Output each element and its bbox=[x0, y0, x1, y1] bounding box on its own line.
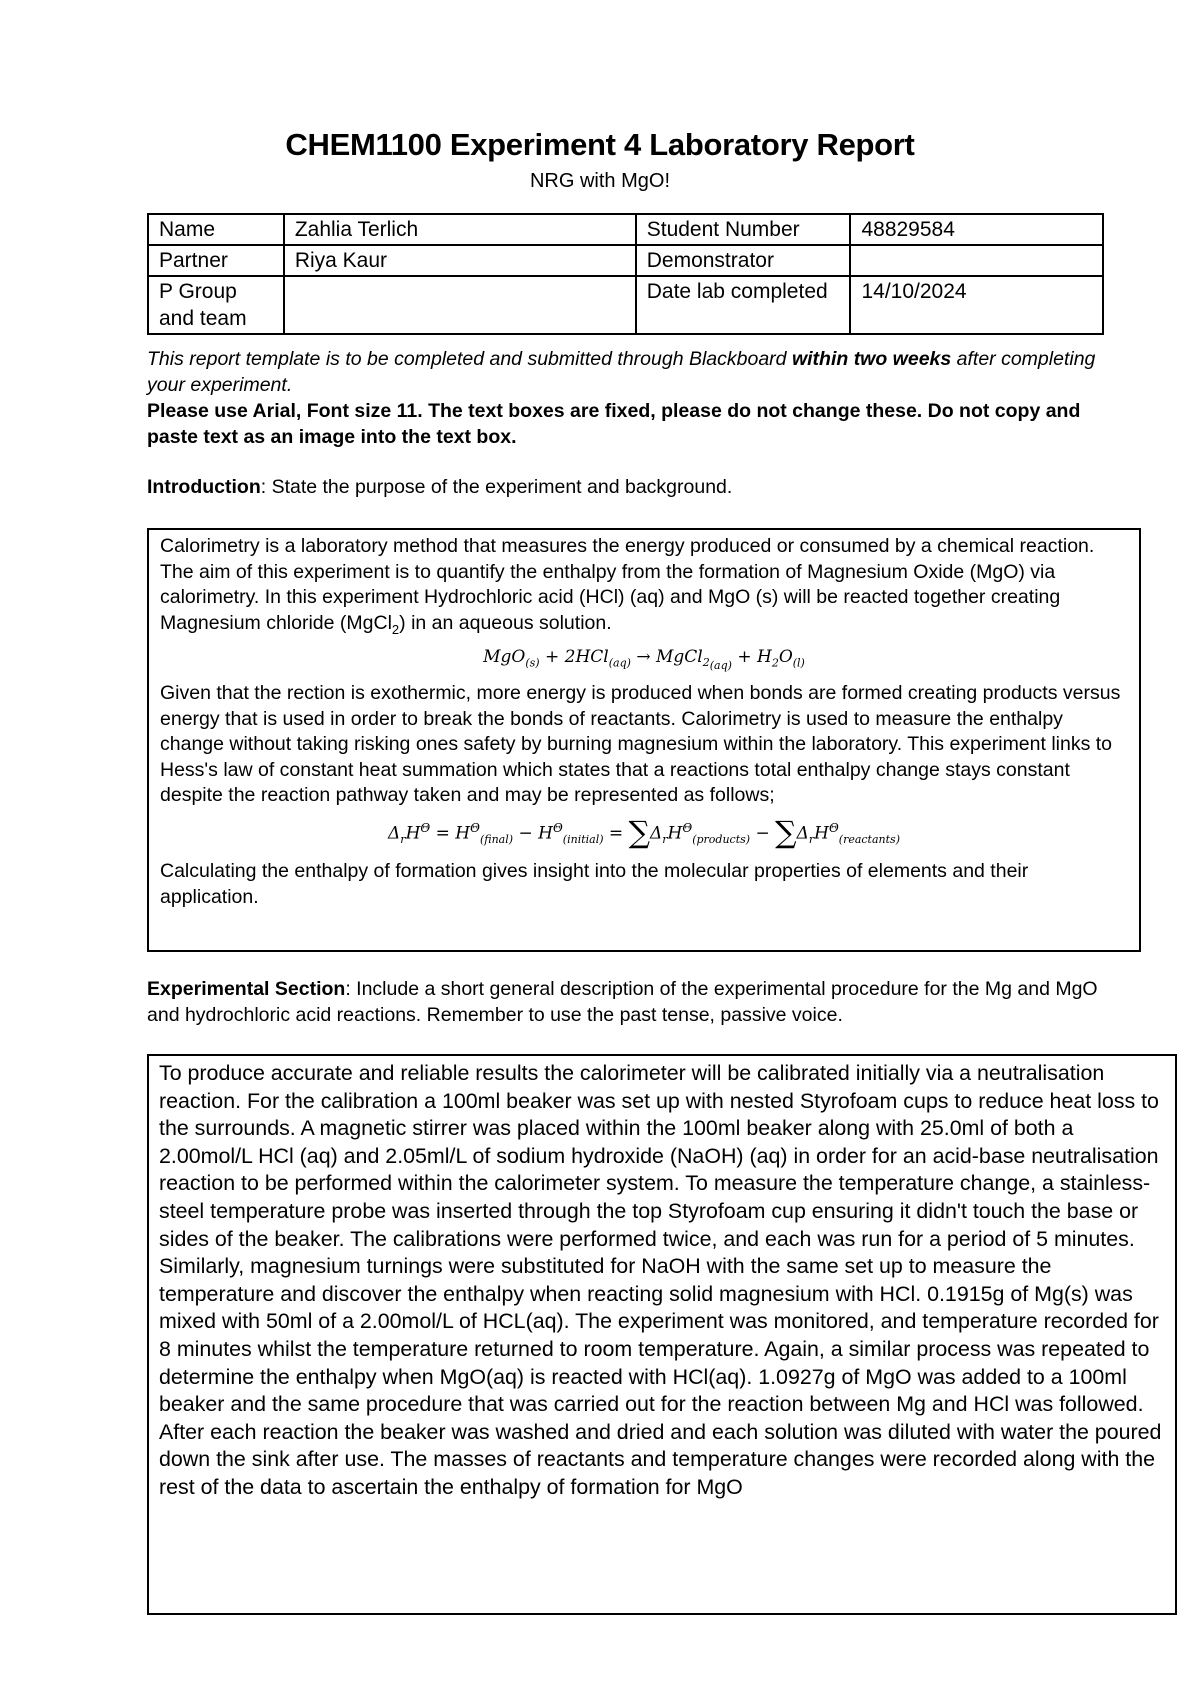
instructions bbox=[147, 346, 1127, 450]
introduction-para-3: Calculating the enthalpy of formation gives insight into the molecular properties of elements and their application. bbox=[160, 860, 1029, 908]
table-row bbox=[148, 276, 1103, 334]
date-label: Date lab completed bbox=[636, 276, 851, 334]
eq-h: + H bbox=[731, 646, 772, 667]
h-2: H bbox=[667, 823, 683, 844]
submission-note-text: This report template is to be completed and submitted through Blackboard bbox=[147, 348, 792, 370]
products-sub: (products) bbox=[692, 833, 751, 847]
eq-o: O bbox=[778, 646, 793, 667]
partner-label: Partner bbox=[148, 245, 284, 276]
name-label: Name bbox=[148, 214, 284, 245]
eq-mgo: MgO bbox=[483, 646, 526, 667]
eq-two: 2 bbox=[702, 656, 710, 670]
submission-deadline: within two weeks bbox=[791, 348, 952, 370]
reaction-equation bbox=[160, 642, 1128, 682]
table-row bbox=[148, 214, 1103, 245]
r-sub-3: r bbox=[808, 833, 815, 847]
delta-2: Δ bbox=[650, 823, 663, 844]
theta-3: Θ bbox=[552, 820, 563, 835]
demonstrator-label: Demonstrator bbox=[636, 245, 851, 276]
h-1: H bbox=[405, 823, 421, 844]
final-sub: (final) bbox=[479, 833, 514, 847]
date-value: 14/10/2024 bbox=[850, 276, 1103, 334]
eq-final-h: = H bbox=[430, 823, 471, 844]
eq-aq1: (aq) bbox=[608, 656, 631, 670]
delta-1: Δ bbox=[388, 823, 401, 844]
experimental-textbox[interactable] bbox=[147, 1054, 1177, 1615]
eq-equals: = bbox=[603, 823, 629, 844]
hess-law-equation bbox=[160, 809, 1128, 859]
experimental-body: To produce accurate and reliable results the calorimeter will be calibrated initially via a neutralisation reaction. For the calibration a 100ml beaker was set up with nested Styrofoam cups to reduce heat loss to the surrounds. A magnetic stirrer was placed within the 100ml beaker along with 25.0ml of both a 2.00mol/L HCl (aq) and 2.05ml/L of sodium hydroxide (NaOH) (aq) in order for an acid-base neutralisation reaction to be performed within the calorimeter system. To measure the temperature change, a stainless-steel temperature probe was inserted through the top Styrofoam cup ensuring it didn't touch the base or sides of the beaker. The calibrations were performed twice, and each was run for a period of 5 minutes. Similarly, magnesium turnings were substituted for NaOH with the same set up to measure the temperature and discover the enthalpy when reacting solid magnesium with HCl. 0.1915g of Mg(s) was mixed with 50ml of a 2.00mol/L of HCL(aq). The experiment was monitored, and temperature recorded for 8 minutes whilst the temperature returned to room temperature. Again, a similar process was repeated to determine the enthalpy when MgO(aq) is reacted with HCl(aq). 1.0927g of MgO was added to a 100ml beaker and the same procedure that was carried out for the reaction between Mg and HCl was followed. After each reaction the beaker was washed and dried and each solution was diluted with water the poured down the sink after use. The masses of reactants and temperature changes were recorded along with the rest of the data to ascertain the enthalpy of formation for MgO bbox=[159, 1061, 1162, 1499]
table-row bbox=[148, 245, 1103, 276]
eq-hcl: + 2HCl bbox=[539, 646, 609, 667]
group-value bbox=[284, 276, 636, 334]
intro-text-1-end: ) in an aqueous solution. bbox=[399, 611, 612, 634]
intro-subscript: 2 bbox=[391, 621, 400, 637]
intro-text-1: Calorimetry is a laboratory method that measures the energy produced or consumed by a chemical reaction. The aim of this experiment is to quantify the enthalpy from the formation of Magnesium Oxide (MgO) via calorimetry. In this experiment Hydrochloric acid (HCl) (aq) and MgO (s) will be reacted together creating Magnesium chloride (MgCl bbox=[160, 535, 1095, 634]
initial-sub: (initial) bbox=[562, 833, 604, 847]
introduction-heading bbox=[147, 474, 1127, 500]
introduction-textbox[interactable] bbox=[147, 528, 1141, 952]
submission-note-end: after completing your experiment. bbox=[147, 348, 1096, 396]
r-sub-2: r bbox=[662, 833, 668, 847]
student-number-value: 48829584 bbox=[850, 214, 1103, 245]
eq-minus: − bbox=[750, 823, 776, 844]
reactants-sub: (reactants) bbox=[838, 833, 900, 847]
student-number-label: Student Number bbox=[636, 214, 851, 245]
theta-5: Θ bbox=[828, 820, 839, 835]
group-label: P Group and team bbox=[148, 276, 284, 334]
delta-3: Δ bbox=[796, 823, 809, 844]
demonstrator-value bbox=[850, 245, 1103, 276]
eq-aq2: (aq) bbox=[709, 659, 732, 673]
experimental-label: Experimental Section bbox=[147, 978, 346, 1000]
format-note: Please use Arial, Font size 11. The text boxes are fixed, please do not change these. Do not copy and paste text as an image into the text box. bbox=[147, 400, 1081, 448]
theta-2: Θ bbox=[470, 820, 480, 835]
eq-mgcl: → MgCl bbox=[630, 646, 703, 667]
theta-4: Θ bbox=[682, 820, 693, 835]
introduction-label: Introduction bbox=[147, 476, 261, 498]
h-3: H bbox=[814, 823, 829, 844]
introduction-para-2: Given that the rection is exothermic, more energy is produced when bonds are formed creating products versus energy that is used in order to break the bonds of reactants. Calorimetry is used to measure the enthalpy change without taking risking ones safety by burning magnesium within the laboratory. This experiment links to Hess's law of constant heat summation which states that a reactions total enthalpy change stays constant despite the reaction pathway taken and may be represented as follows; bbox=[160, 682, 1121, 807]
r-sub-1: r bbox=[400, 833, 406, 847]
page-subtitle: NRG with MgO! bbox=[529, 170, 671, 192]
sum-1: ∑ bbox=[628, 815, 650, 851]
partner-value: Riya Kaur bbox=[284, 245, 636, 276]
page-title: CHEM1100 Experiment 4 Laboratory Report bbox=[285, 127, 915, 162]
eq-initial-h: − H bbox=[513, 823, 553, 844]
experimental-heading bbox=[147, 976, 1127, 1028]
sum-2: ∑ bbox=[775, 815, 797, 851]
introduction-para-1 bbox=[160, 534, 1128, 642]
eq-s: (s) bbox=[525, 656, 540, 670]
name-value: Zahlia Terlich bbox=[284, 214, 636, 245]
eq-l: (l) bbox=[792, 656, 805, 670]
theta-1: Θ bbox=[420, 820, 431, 835]
submission-note bbox=[147, 346, 1127, 398]
experimental-prompt: : Include a short general description of the experimental procedure for the Mg and MgO and hydrochloric acid reactions. Remember to use the past tense, passive voice. bbox=[147, 978, 1098, 1026]
student-info-table bbox=[147, 213, 1104, 335]
introduction-prompt: : State the purpose of the experiment and background. bbox=[260, 476, 733, 498]
eq-h2: 2 bbox=[771, 656, 779, 670]
